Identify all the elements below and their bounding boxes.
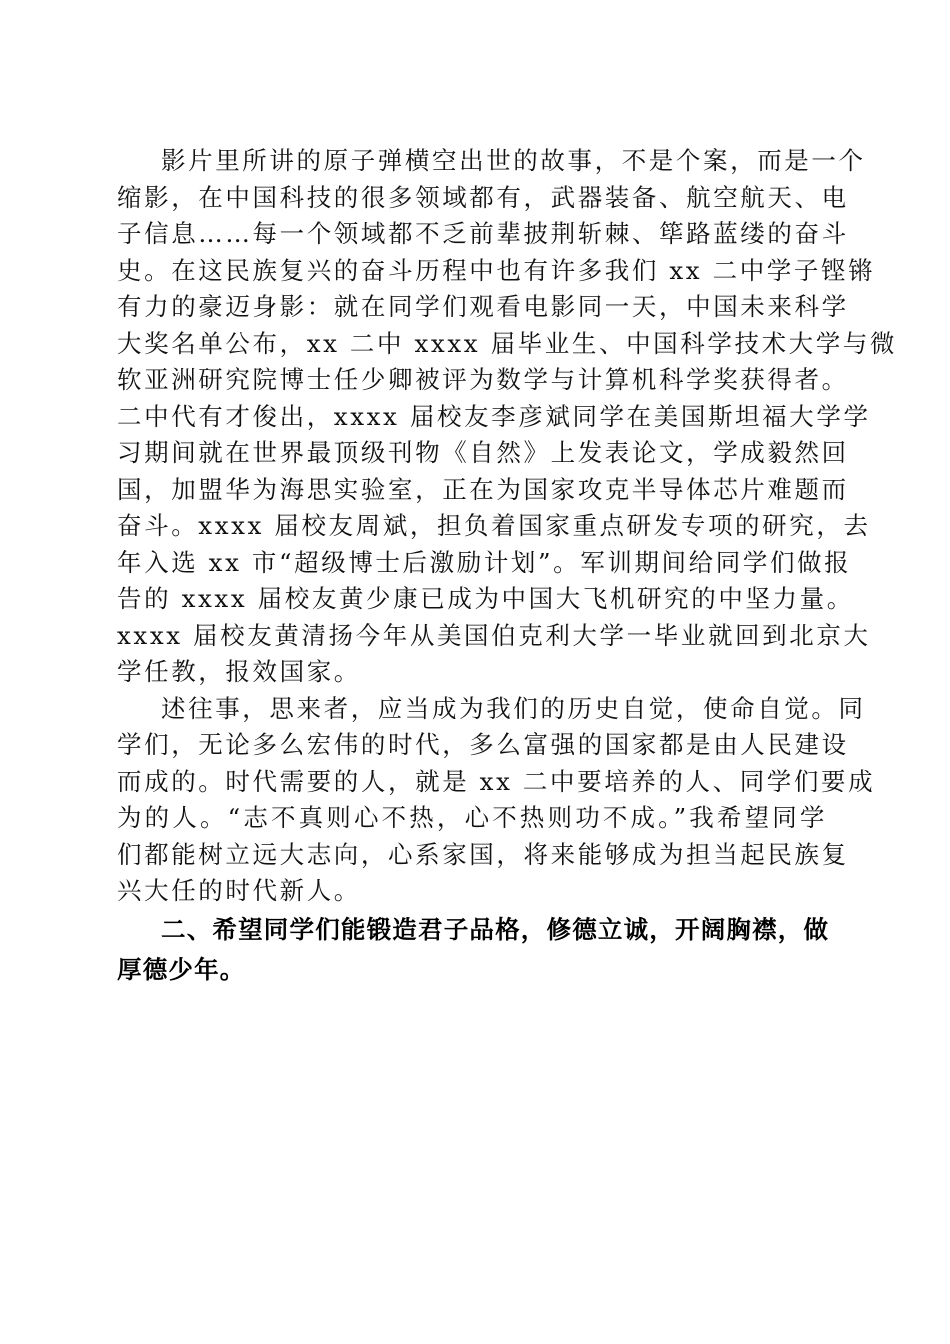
- paragraph-mission: [117, 691, 876, 910]
- paragraph-alumni-achievements: [117, 143, 898, 691]
- text-line: 们都能树立远大志向，心系家国，将来能够成为担当起民族复: [117, 839, 849, 869]
- text-line: 学任教，报效国家。: [117, 657, 361, 686]
- heading-line: 二、希望同学们能锻造君子品格，修德立诚，开阔胸襟，做: [161, 914, 830, 944]
- text-line: xxxx 届校友黄清扬今年从美国伯克利大学一毕业就回到北京大: [117, 620, 871, 650]
- text-line: 兴大任的时代新人。: [117, 876, 361, 905]
- text-line: 有力的豪迈身影：就在同学们观看电影同一天，中国未来科学: [117, 292, 849, 321]
- text-line: 影片里所讲的原子弹横空出世的故事，不是个案，而是一个: [161, 146, 866, 175]
- text-line: 国，加盟华为海思实验室，正在为国家攻克半导体芯片难题而: [117, 474, 849, 504]
- text-line: 习期间就在世界最顶级刊物《自然》上发表论文，学成毅然回: [117, 438, 849, 467]
- section-heading: [117, 910, 830, 990]
- text-line: 软亚洲研究院博士任少卿被评为数学与计算机科学奖获得者。: [117, 365, 849, 394]
- text-line: 子信息……每一个领域都不乏前辈披荆斩棘、筚路蓝缕的奋斗: [117, 219, 849, 248]
- text-line: 为的人。“志不真则心不热，心不热则功不成。”我希望同学: [117, 803, 827, 832]
- document-page: [117, 143, 898, 990]
- text-line: 述往事，思来者，应当成为我们的历史自觉，使命自觉。同: [161, 693, 866, 723]
- text-line: 缩影，在中国科技的很多领域都有，武器装备、航空航天、电: [117, 182, 849, 212]
- text-line: 大奖名单公布，xx 二中 xxxx 届毕业生、中国科学技术大学与微: [117, 328, 898, 358]
- text-line: 学们，无论多么宏伟的时代，多么富强的国家都是由人民建设: [117, 730, 849, 759]
- text-line: 二中代有才俊出，xxxx 届校友李彦斌同学在美国斯坦福大学学: [117, 401, 871, 431]
- text-line: 奋斗。xxxx 届校友周斌，担负着国家重点研发专项的研究，去: [117, 511, 871, 540]
- text-line: 年入选 xx 市“超级博士后激励计划”。军训期间给同学们做报: [117, 547, 852, 577]
- text-line: 而成的。时代需要的人，就是 xx 二中要培养的人、同学们要成: [117, 766, 876, 796]
- text-line: 告的 xxxx 届校友黄少康已成为中国大飞机研究的中坚力量。: [117, 584, 854, 613]
- heading-line: 厚德少年。: [117, 954, 246, 984]
- text-line: 史。在这民族复兴的奋斗历程中也有许多我们 xx 二中学子铿锵: [117, 255, 876, 285]
